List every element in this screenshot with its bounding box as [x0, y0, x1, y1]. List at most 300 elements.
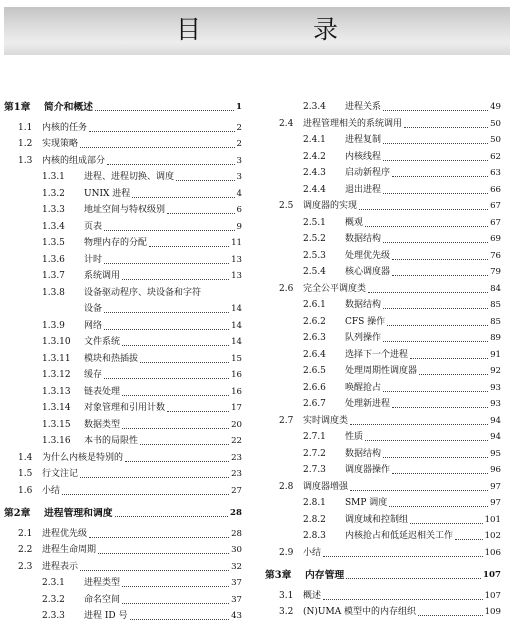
toc-entry-number: 2.5.4: [303, 267, 326, 277]
toc-entry[interactable]: [4, 402, 242, 415]
dot-leader: [176, 180, 235, 181]
dot-leader: [455, 539, 483, 540]
toc-entry-page: 16: [231, 386, 242, 397]
toc-entry-number: 2.3.1: [42, 578, 65, 588]
dot-leader: [149, 246, 229, 247]
toc-entry[interactable]: [265, 151, 501, 164]
toc-entry-number: 1.3.16: [42, 436, 71, 446]
toc-entry-title: UNIX 进程: [84, 188, 131, 199]
toc-entry-title: (N)UMA 模型中的内存组织: [303, 607, 417, 617]
toc-entry-page: 94: [490, 415, 501, 426]
page-title: 目 录: [176, 15, 390, 44]
toc-entry-number: 1.3.13: [42, 386, 71, 397]
dot-leader: [392, 407, 488, 408]
dot-leader: [104, 329, 229, 330]
toc-entry-number: 2.8.3: [303, 531, 326, 541]
toc-chapter-entry[interactable]: [265, 569, 501, 582]
toc-entry[interactable]: [4, 204, 242, 217]
toc-entry-page: 23: [231, 469, 242, 479]
toc-entry-number: 2.6.1: [303, 300, 326, 310]
toc-entry-number: 1.4: [18, 452, 33, 463]
dot-leader: [323, 556, 483, 557]
toc-entry[interactable]: [265, 606, 501, 619]
toc-entry[interactable]: [265, 365, 501, 378]
toc-entry-number: 2.3.4: [303, 102, 326, 112]
toc-entry-number: 1.3.15: [42, 419, 71, 430]
toc-entry[interactable]: [4, 221, 242, 234]
toc-entry-number: 2.6.3: [303, 333, 326, 343]
toc-entry-title: 小结: [303, 547, 322, 558]
toc-entry-number: 3.1: [279, 590, 294, 601]
dot-leader: [98, 553, 229, 554]
dot-leader: [122, 279, 229, 280]
toc-entry-page: 13: [231, 254, 242, 265]
toc-entry-title: 简介和概述: [44, 102, 93, 113]
toc-entry[interactable]: [265, 398, 501, 411]
dot-leader: [350, 424, 488, 425]
toc-entry-page: 14: [231, 304, 242, 314]
toc-entry-page: 67: [490, 201, 501, 211]
dot-leader: [383, 110, 488, 111]
toc-entry-title: 进程类型: [84, 578, 121, 588]
toc-entry[interactable]: [265, 497, 501, 510]
dot-leader: [368, 292, 488, 293]
dot-leader: [392, 259, 488, 260]
dot-leader: [104, 312, 229, 313]
toc-entry-title: 进程优先级: [42, 528, 88, 539]
toc-entry-page: 101: [484, 514, 501, 525]
toc-entry[interactable]: [4, 485, 242, 498]
toc-chapter-entry[interactable]: [4, 101, 242, 114]
toc-entry-page: 85: [490, 316, 501, 327]
toc-entry[interactable]: [4, 610, 242, 623]
toc-entry-page: 6: [236, 205, 242, 215]
toc-entry-title: 数据结构: [345, 448, 382, 459]
toc-entry-title: CFS 操作: [345, 316, 386, 327]
toc-entry-title: 完全公平调度类: [303, 283, 367, 294]
dot-leader: [104, 230, 235, 231]
dot-leader: [418, 615, 483, 616]
toc-entry-title: 进程、进程切换、调度: [84, 172, 175, 182]
toc-entry-title: 进程管理相关的系统调用: [303, 118, 403, 129]
toc-entry-page: 94: [490, 432, 501, 442]
toc-entry-page: 106: [484, 547, 501, 558]
toc-entry-number: 1.3.14: [42, 403, 71, 413]
toc-entry-page: 30: [231, 545, 242, 555]
toc-entry-number: 1.3.9: [42, 320, 65, 331]
dot-leader: [122, 428, 229, 429]
toc-entry[interactable]: [4, 528, 242, 541]
toc-entry-page: 14: [231, 337, 242, 347]
toc-entry-number: 2.4: [279, 118, 294, 129]
toc-entry-number: 1.3: [18, 155, 33, 166]
dot-leader: [89, 131, 235, 132]
dot-leader: [392, 275, 488, 276]
toc-entry-page: 63: [490, 168, 501, 178]
dot-leader: [95, 110, 234, 111]
toc-entry[interactable]: [265, 167, 501, 180]
toc-entry-number: 2.3: [18, 561, 33, 572]
dot-leader: [62, 494, 229, 495]
toc-entry-number: 2.2: [18, 545, 33, 555]
toc-entry-number: 1.3.5: [42, 238, 65, 248]
toc-entry-title: 核心调度器: [345, 267, 391, 277]
dot-leader: [383, 341, 488, 342]
dot-leader: [387, 325, 488, 326]
toc-entry-title: 内核抢占和低延迟相关工作: [345, 531, 454, 541]
dot-leader: [392, 176, 488, 177]
dot-leader: [104, 378, 229, 379]
toc-entry-page: 79: [490, 267, 501, 277]
toc-entry-title: 内核的任务: [42, 122, 88, 133]
toc-entry-number: 2.7.2: [303, 448, 326, 459]
toc-entry[interactable]: [265, 299, 501, 312]
toc-entry[interactable]: [4, 287, 242, 300]
dot-leader: [80, 477, 229, 478]
toc-entry-page: 1: [236, 102, 242, 112]
toc-entry[interactable]: [4, 336, 242, 349]
toc-entry[interactable]: [265, 233, 501, 246]
toc-entry[interactable]: [265, 481, 501, 494]
toc-entry-page: 32: [231, 561, 242, 572]
toc-entry-title: 实时调度类: [303, 415, 349, 426]
toc-entry-number: 1.3.2: [42, 188, 65, 199]
toc-entry-title: 进程复制: [345, 135, 382, 145]
toc-entry[interactable]: [265, 590, 501, 603]
toc-entry-number: 2.9: [279, 547, 294, 558]
toc-entry-number: 2.7.3: [303, 465, 326, 475]
toc-entry[interactable]: [265, 332, 501, 345]
toc-entry-title: 缓存: [84, 370, 103, 380]
toc-entry[interactable]: [265, 266, 501, 279]
toc-entry[interactable]: [4, 237, 242, 250]
toc-entry-title: 进程 ID 号: [84, 611, 128, 621]
toc-entry-number: 2.5.3: [303, 250, 326, 261]
toc-entry-title: 进程生命周期: [42, 545, 97, 555]
dot-leader: [346, 578, 481, 579]
toc-entry-title: 唤醒抢占: [345, 382, 382, 393]
toc-entry-number: 1.2: [18, 139, 33, 149]
toc-entry[interactable]: [265, 530, 501, 543]
dot-leader: [122, 395, 229, 396]
toc-entry-title: 网络: [84, 320, 103, 331]
toc-entry-title: 命名空间: [84, 594, 121, 605]
dot-leader: [404, 127, 488, 128]
toc-entry-title: 概观: [345, 217, 364, 228]
toc-entry[interactable]: [4, 122, 242, 135]
toc-entry-title: 调度器增强: [303, 481, 349, 492]
toc-entry[interactable]: [4, 320, 242, 333]
toc-entry-title: 进程关系: [345, 102, 382, 112]
toc-entry-title: 页表: [84, 221, 103, 232]
dot-leader: [107, 164, 235, 165]
toc-entry[interactable]: [265, 200, 501, 213]
dot-leader: [392, 473, 488, 474]
toc-entry-page: 91: [490, 349, 501, 360]
toc-entry-number: 1.3.3: [42, 205, 65, 215]
toc-entry-number: 1.3.11: [42, 353, 71, 364]
toc-entry-page: 62: [490, 151, 501, 162]
toc-entry-title: 处理新进程: [345, 399, 391, 409]
toc-entry-title: 文件系统: [84, 337, 121, 347]
toc-entry[interactable]: [4, 254, 242, 267]
toc-entry-number: 3.2: [279, 607, 294, 617]
toc-entry-page: 107: [484, 590, 501, 601]
toc-entry-number: 2.6.2: [303, 316, 326, 327]
toc-entry-page: 11: [231, 238, 242, 248]
toc-entry-number: 2.4.2: [303, 151, 326, 162]
dot-leader: [115, 516, 228, 517]
dot-leader: [410, 358, 488, 359]
toc-entry-page: 69: [490, 234, 501, 244]
toc-entry-page: 93: [490, 399, 501, 409]
toc-entry[interactable]: [265, 464, 501, 477]
toc-entry-title: 小结: [42, 485, 61, 496]
toc-entry-title: 地址空间与特权级别: [84, 205, 166, 215]
toc-entry-number: 1.3.12: [42, 370, 71, 380]
toc-entry-page: 28: [230, 508, 242, 518]
toc-entry-page: 3: [236, 172, 242, 182]
dot-leader: [383, 143, 488, 144]
dot-leader: [125, 461, 229, 462]
toc-entry[interactable]: [4, 435, 242, 448]
dot-leader: [383, 457, 488, 458]
toc-entry-title: 系统调用: [84, 271, 121, 281]
toc-entry-page: 96: [490, 465, 501, 475]
toc-entry-number: 第2章: [4, 508, 31, 519]
toc-entry-page: 66: [490, 184, 501, 195]
toc-entry[interactable]: [4, 369, 242, 382]
toc-entry[interactable]: [4, 577, 242, 590]
toc-entry-title: 调度器操作: [345, 465, 391, 475]
toc-entry[interactable]: [265, 316, 501, 329]
toc-entry-title: 进程管理和调度: [44, 508, 113, 519]
toc-entry[interactable]: [265, 349, 501, 362]
toc-entry-page: 67: [490, 217, 501, 228]
dot-leader: [365, 226, 488, 227]
dot-leader: [323, 599, 483, 600]
toc-entry-title: 队列操作: [345, 333, 382, 343]
toc-entry-page: 109: [484, 607, 501, 617]
toc-entry-number: 1.1: [18, 122, 33, 133]
toc-entry-page: 27: [231, 485, 242, 496]
toc-entry-title: 内存管理: [305, 570, 345, 581]
toc-chapter-entry[interactable]: [4, 507, 242, 520]
toc-entry-title: 设备: [84, 304, 103, 314]
toc-entry-number: 1.6: [18, 485, 33, 496]
dot-leader: [140, 444, 229, 445]
toc-entry[interactable]: [265, 431, 501, 444]
toc-entry-title: 调度器的实现: [303, 201, 358, 211]
toc-entry-number: 1.5: [18, 469, 33, 479]
toc-entry[interactable]: [4, 270, 242, 283]
toc-entry[interactable]: [4, 155, 242, 168]
toc-entry-number: 1.3.7: [42, 271, 65, 281]
dot-leader: [140, 362, 229, 363]
toc-entry[interactable]: [4, 353, 242, 366]
toc-entry-title: 为什么内核是特别的: [42, 452, 124, 463]
toc-entry-number: 2.8.2: [303, 514, 326, 525]
toc-entry-title: 概述: [303, 590, 322, 601]
toc-entry-number: 2.6.5: [303, 366, 326, 376]
toc-entry-number: 2.6.4: [303, 349, 326, 360]
dot-leader: [80, 570, 229, 571]
toc-entry-number: 2.5.2: [303, 234, 326, 244]
dot-leader: [383, 391, 488, 392]
dot-leader: [104, 263, 229, 264]
toc-entry[interactable]: [4, 468, 242, 481]
toc-entry-page: 17: [231, 403, 242, 413]
toc-entry-title: 选择下一个进程: [345, 349, 409, 360]
toc-entry-page: 14: [231, 320, 242, 331]
toc-entry-title: 行文注记: [42, 469, 79, 479]
dot-leader: [365, 440, 488, 441]
toc-entry[interactable]: [265, 101, 501, 114]
toc-entry-number: 1.3.1: [42, 172, 65, 182]
toc-entry-page: 23: [231, 452, 242, 463]
toc-entry[interactable]: [4, 561, 242, 574]
toc-entry-page: 28: [231, 528, 242, 539]
toc-entry[interactable]: [265, 283, 501, 296]
toc-entry-title: 退出进程: [345, 184, 382, 195]
toc-entry-title: 性质: [345, 432, 364, 442]
dot-leader: [389, 506, 488, 507]
toc-entry-page: 102: [484, 531, 501, 541]
dot-leader: [383, 308, 488, 309]
toc-entry-title: 链表处理: [84, 386, 121, 397]
dot-leader: [122, 603, 229, 604]
toc-entry-number: 2.6.6: [303, 382, 326, 393]
toc-entry[interactable]: [4, 386, 242, 399]
toc-entry-number: 2.4.1: [303, 135, 326, 145]
toc-entry-number: 第1章: [4, 102, 31, 113]
dot-leader: [350, 490, 488, 491]
dot-leader: [383, 193, 488, 194]
toc-entry-title: 调度域和控制组: [345, 514, 409, 525]
toc-entry[interactable]: [265, 382, 501, 395]
toc-entry-page: 84: [490, 283, 501, 294]
toc-entry-title: 本书的局限性: [84, 436, 139, 446]
dot-leader: [130, 619, 230, 620]
toc-entry-number: 1.3.6: [42, 254, 65, 265]
toc-entry[interactable]: [265, 217, 501, 230]
toc-entry-page: 97: [490, 481, 501, 492]
dot-leader: [359, 209, 488, 210]
toc-entry-page: 16: [231, 370, 242, 380]
toc-entry-title: 对象管理和引用计数: [84, 403, 166, 413]
toc-entry-title: 数据结构: [345, 234, 382, 244]
toc-entry-title: 设备驱动程序、块设备和字符: [84, 287, 202, 298]
toc-entry-page: 2: [236, 139, 242, 149]
toc-entry-title: 数据结构: [345, 300, 382, 310]
dot-leader: [167, 213, 235, 214]
toc-entry[interactable]: [4, 138, 242, 151]
toc-entry-page: 15: [231, 353, 242, 364]
toc-entry-number: 2.5: [279, 201, 294, 211]
toc-entry[interactable]: [265, 547, 501, 560]
toc-entry-title: 模块和热插拔: [84, 353, 139, 364]
dot-leader: [132, 197, 234, 198]
dot-leader: [410, 523, 483, 524]
toc-entry[interactable]: [265, 184, 501, 197]
dot-leader: [122, 345, 229, 346]
toc-entry-page: 20: [231, 419, 242, 430]
toc-entry[interactable]: [4, 303, 242, 316]
toc-entry[interactable]: [265, 250, 501, 263]
toc-entry-number: 1.3.8: [42, 287, 65, 298]
toc-entry-page: 93: [490, 382, 501, 393]
toc-entry-page: 97: [490, 498, 501, 508]
toc-entry-page: 50: [490, 135, 501, 145]
toc-entry-number: 2.7.1: [303, 432, 326, 442]
toc-entry-page: 107: [483, 570, 501, 580]
dot-leader: [383, 160, 488, 161]
toc-entry[interactable]: [265, 415, 501, 428]
toc-entry[interactable]: [265, 514, 501, 527]
toc-entry-page: 49: [490, 102, 501, 112]
toc-entry-title: 处理周期性调度器: [345, 366, 418, 376]
toc-entry-title: 数据类型: [84, 419, 121, 430]
toc-entry-number: 2.8.1: [303, 498, 326, 508]
toc-entry[interactable]: [4, 594, 242, 607]
toc-entry[interactable]: [4, 171, 242, 184]
dot-leader: [167, 411, 229, 412]
toc-entry-number: 2.1: [18, 528, 33, 539]
toc-entry[interactable]: [4, 544, 242, 557]
toc-entry-number: 2.3.3: [42, 611, 65, 621]
toc-entry-title: 计时: [84, 254, 103, 265]
toc-entry-page: 89: [490, 333, 501, 343]
toc-entry-title: 内核的组成部分: [42, 155, 106, 166]
toc-entry-page: 4: [236, 188, 242, 199]
toc-entry-page: 9: [236, 221, 242, 232]
toc-entry-page: 95: [490, 448, 501, 459]
toc-entry-page: 3: [236, 155, 242, 166]
toc-entry-number: 1.3.10: [42, 337, 71, 347]
toc-entry-page: 37: [231, 578, 242, 588]
toc-entry-number: 2.7: [279, 415, 294, 426]
toc-entry[interactable]: [4, 188, 242, 201]
dot-leader: [383, 242, 488, 243]
toc-entry-page: 2: [236, 122, 242, 133]
dot-leader: [89, 537, 229, 538]
toc-entry-title: SMP 调度: [345, 498, 388, 508]
toc-entry[interactable]: [4, 419, 242, 432]
toc-entry-number: 2.5.1: [303, 217, 326, 228]
toc-entry-title: 物理内存的分配: [84, 238, 148, 248]
toc-entry-page: 13: [231, 271, 242, 281]
toc-entry[interactable]: [265, 134, 501, 147]
toc-entry-page: 43: [231, 611, 242, 621]
toc-entry-page: 92: [490, 366, 501, 376]
toc-entry-title: 进程表示: [42, 561, 79, 572]
toc-entry-page: 85: [490, 300, 501, 310]
toc-entry-number: 2.6: [279, 283, 294, 294]
toc-entry-number: 第3章: [265, 570, 292, 581]
toc-entry-title: 启动新程序: [345, 168, 391, 178]
toc-entry-number: 2.4.4: [303, 184, 326, 195]
toc-entry[interactable]: [265, 118, 501, 131]
dot-leader: [122, 586, 229, 587]
dot-leader: [419, 374, 488, 375]
toc-entry[interactable]: [265, 448, 501, 461]
dot-leader: [80, 147, 235, 148]
toc-entry-number: 2.3.2: [42, 594, 65, 605]
toc-entry-number: 2.6.7: [303, 399, 326, 409]
title-banner: [4, 7, 510, 55]
toc-entry-page: 22: [231, 436, 242, 446]
toc-entry[interactable]: [4, 452, 242, 465]
